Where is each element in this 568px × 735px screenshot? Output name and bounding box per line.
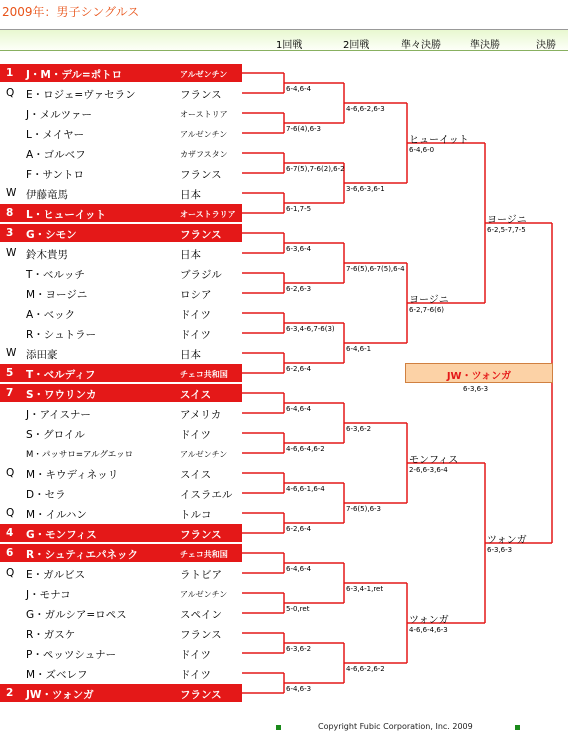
player-country: スペイン — [180, 609, 222, 621]
player-country: カザフスタン — [180, 150, 228, 159]
final-label: 決勝 — [536, 40, 556, 51]
player-country: チェコ共和国 — [180, 550, 228, 559]
player-name: M・キウディネッリ — [26, 469, 119, 481]
player-country: フランス — [180, 689, 222, 701]
player-name: 添田豪 — [26, 349, 58, 361]
match-score: 6-2,6-4 — [286, 525, 312, 533]
player-name: M・イルハン — [26, 509, 87, 521]
player-mark: 8 — [6, 207, 14, 219]
player-mark: 5 — [6, 367, 14, 379]
player-name: J・モナコ — [26, 589, 71, 601]
champion-box — [405, 363, 553, 383]
page-title: 2009年：男子シングルス — [2, 5, 140, 19]
player-name: G・シモン — [26, 229, 77, 241]
player-country: アルゼンチン — [180, 450, 228, 459]
player-country: アルゼンチン — [180, 590, 228, 599]
match-score: 7-6(5),6-3 — [346, 505, 382, 513]
match-score: 6-2,6-4 — [286, 365, 312, 373]
player-name: G・モンフィス — [26, 529, 97, 541]
player-name: 伊藤竜馬 — [26, 189, 68, 201]
match-score: 4-6,6-4,6-2 — [286, 445, 325, 453]
player-name: R・ガスケ — [26, 629, 76, 641]
player-country: 日本 — [180, 249, 201, 261]
match-score: 6-3,4-6,7-6(3) — [286, 325, 335, 333]
player-name: M・ヨージニ — [26, 289, 88, 301]
winner-name: ツォンガ — [487, 535, 527, 546]
match-score: 6-2,7-6(6) — [409, 306, 445, 314]
player-name: 鈴木貴男 — [26, 249, 68, 261]
footer-square-icon — [515, 725, 520, 730]
player-country: ドイツ — [180, 429, 211, 441]
match-score: 6-4,6-4 — [286, 85, 312, 93]
player-country: ロシア — [180, 289, 212, 301]
match-score: 6-1,7-5 — [286, 205, 312, 213]
player-mark: Q — [6, 467, 15, 479]
round2-label: 2回戦 — [343, 40, 370, 51]
match-score: 6-3,6-2 — [286, 645, 312, 653]
match-score: 4-6,6-2,6-3 — [346, 105, 385, 113]
player-country: 日本 — [180, 349, 201, 361]
player-mark: Q — [6, 567, 15, 579]
player-country: ドイツ — [180, 309, 211, 321]
player-name: E・ロジェ=ヴァセラン — [26, 89, 136, 101]
match-score: 6-4,6-1 — [346, 345, 372, 353]
player-name: J・M・デル=ポトロ — [26, 69, 123, 81]
player-country: フランス — [180, 169, 222, 181]
player-name: G・ガルシア=ロペス — [26, 609, 127, 621]
player-name: L・メイヤー — [26, 129, 85, 141]
match-score: 4-6,6-4,6-3 — [409, 626, 448, 634]
match-score: 6-4,6-4 — [286, 405, 312, 413]
player-name: T・ベルッチ — [26, 269, 85, 281]
player-mark: W — [6, 187, 17, 199]
winner-name: ツォンガ — [409, 615, 449, 626]
player-name: S・グロイル — [26, 429, 85, 441]
player-country: アルゼンチン — [180, 70, 228, 79]
player-name: M・ズベレフ — [26, 669, 88, 681]
round1-label: 1回戦 — [276, 40, 303, 51]
player-name: F・サントロ — [26, 169, 85, 181]
player-country: ブラジル — [180, 269, 222, 281]
match-score: 6-4,6-3 — [286, 685, 312, 693]
player-country: ドイツ — [180, 329, 211, 341]
match-score: 6-2,6-3 — [286, 285, 312, 293]
player-mark: 6 — [6, 547, 14, 559]
player-name: E・ガルビス — [26, 569, 86, 581]
quarterfinal-label: 準々決勝 — [401, 40, 441, 51]
champion-name: JW・ツォンガ — [446, 371, 512, 382]
footer-copyright: Copyright Fubic Corporation, Inc. 2009 — [318, 722, 473, 731]
match-score: 6-3,6-3 — [487, 546, 513, 554]
footer-square-icon — [276, 725, 281, 730]
match-score: 6-4,6-4 — [286, 565, 312, 573]
player-country: スイス — [180, 389, 212, 401]
player-mark: W — [6, 247, 17, 259]
player-country: スイス — [180, 469, 212, 481]
winner-name: モンフィス — [409, 455, 459, 466]
match-score: 6-4,6-0 — [409, 146, 435, 154]
player-name: P・ペッツシュナー — [26, 649, 117, 661]
match-score: 4-6,6-1,6-4 — [286, 485, 325, 493]
player-name: R・シュトラー — [26, 329, 97, 341]
player-mark: Q — [6, 87, 15, 99]
match-score: 4-6,6-2,6-2 — [346, 665, 385, 673]
player-country: 日本 — [180, 189, 201, 201]
match-score: 3-6,6-3,6-1 — [346, 185, 385, 193]
player-name: S・ワウリンカ — [26, 389, 97, 401]
player-mark: 1 — [6, 67, 14, 79]
player-country: フランス — [180, 89, 222, 101]
player-country: ラトビア — [180, 569, 222, 581]
player-country: トルコ — [180, 509, 212, 521]
player-name: A・ゴルベフ — [26, 149, 86, 161]
match-score: 6-7(5),7-6(2),6-2 — [286, 165, 345, 173]
player-country: チェコ共和国 — [180, 370, 228, 379]
player-mark: W — [6, 347, 17, 359]
player-name: M・パッサロ=アルグエッロ — [26, 450, 134, 460]
winner-name: ヨージニ — [487, 215, 527, 226]
player-mark: 4 — [6, 527, 14, 539]
player-name: J・メルツァー — [26, 109, 92, 121]
player-mark: 7 — [6, 387, 14, 399]
player-mark: 2 — [6, 687, 14, 699]
match-score: 6-2,5-7,7-5 — [487, 226, 526, 234]
player-name: R・シュティエパネック — [26, 549, 139, 561]
player-country: オーストリア — [180, 110, 228, 119]
player-country: アルゼンチン — [180, 130, 228, 139]
match-score: 6-3,4-1,ret — [346, 585, 384, 593]
player-name: D・セラ — [26, 489, 66, 501]
player-country: オーストラリア — [180, 210, 236, 219]
match-score: 7-6(4),6-3 — [286, 125, 322, 133]
winner-name: ヒューイット — [409, 135, 469, 146]
match-score: 5-0,ret — [286, 605, 310, 613]
champion-score: 6-3,6-3 — [463, 385, 489, 393]
player-country: フランス — [180, 529, 222, 541]
player-name: T・ベルディフ — [26, 369, 96, 381]
player-name: L・ヒューイット — [26, 209, 106, 221]
match-score: 6-3,6-2 — [346, 425, 372, 433]
player-country: イスラエル — [180, 489, 233, 501]
player-country: フランス — [180, 229, 222, 241]
player-country: ドイツ — [180, 669, 211, 681]
player-country: ドイツ — [180, 649, 211, 661]
player-mark: Q — [6, 507, 15, 519]
player-name: A・ベック — [26, 309, 76, 321]
player-country: フランス — [180, 629, 222, 641]
match-score: 7-6(5),6-7(5),6-4 — [346, 265, 405, 273]
winner-name: ヨージニ — [409, 295, 449, 306]
semifinal-label: 準決勝 — [470, 40, 500, 51]
player-name: J・アイスナー — [26, 409, 91, 421]
match-score: 2-6,6-3,6-4 — [409, 466, 448, 474]
player-country: アメリカ — [180, 409, 222, 421]
match-score: 6-3,6-4 — [286, 245, 312, 253]
player-mark: 3 — [6, 227, 14, 239]
player-name: JW・ツォンガ — [26, 689, 94, 701]
